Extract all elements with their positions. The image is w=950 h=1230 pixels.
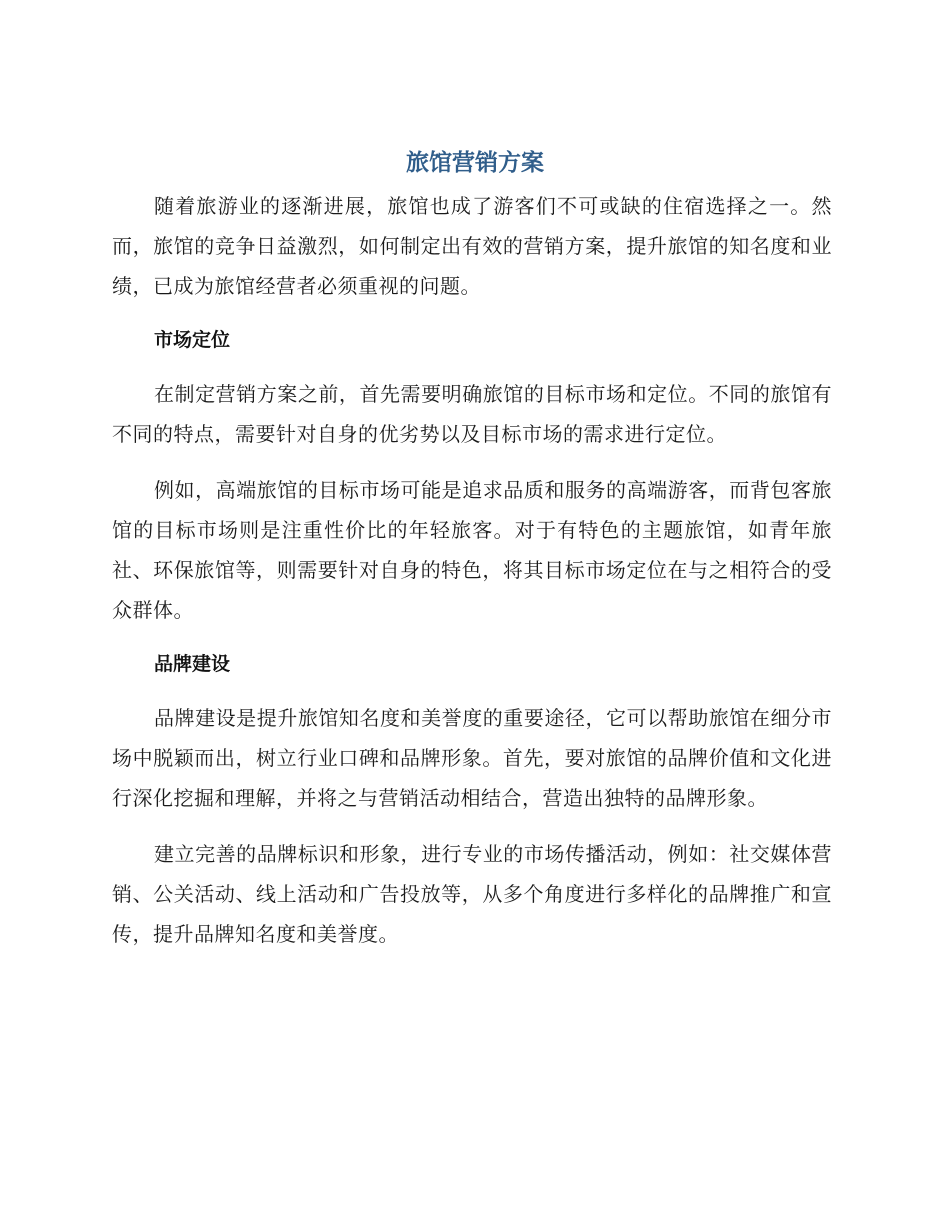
section-heading-market-positioning: 市场定位 — [154, 329, 231, 351]
section-heading-brand-building: 品牌建设 — [154, 653, 231, 675]
document-body — [112, 186, 832, 954]
document-title: 旅馆营销方案 — [406, 150, 544, 176]
market-positioning-paragraph-2: 例如，高端旅馆的目标市场可能是追求品质和服务的高端游客，而背包客旅馆的目标市场则是注重性价比的年轻旅客。对于有特色的主题旅馆，如青年旅社、环保旅馆等，则需要针对自身的特色，将其目标市场定位在与之相符合的受众群体。 — [112, 478, 832, 622]
brand-building-paragraph-2: 建立完善的品牌标识和形象，进行专业的市场传播活动，例如：社交媒体营销、公关活动、线上活动和广告投放等，从多个角度进行多样化的品牌推广和宣传，提升品牌知名度和美誉度。 — [112, 842, 832, 946]
intro-paragraph: 随着旅游业的逐渐进展，旅馆也成了游客们不可或缺的住宿选择之一。然而，旅馆的竞争日益激烈，如何制定出有效的营销方案，提升旅馆的知名度和业绩，已成为旅馆经营者必须重视的问题。 — [112, 194, 832, 298]
market-positioning-paragraph-1: 在制定营销方案之前，首先需要明确旅馆的目标市场和定位。不同的旅馆有不同的特点，需要针对自身的优劣势以及目标市场的需求进行定位。 — [112, 382, 832, 446]
brand-building-paragraph-1: 品牌建设是提升旅馆知名度和美誉度的重要途径，它可以帮助旅馆在细分市场中脱颖而出，树立行业口碑和品牌形象。首先，要对旅馆的品牌价值和文化进行深化挖掘和理解，并将之与营销活动相结合，营造出独特的品牌形象。 — [112, 706, 832, 810]
